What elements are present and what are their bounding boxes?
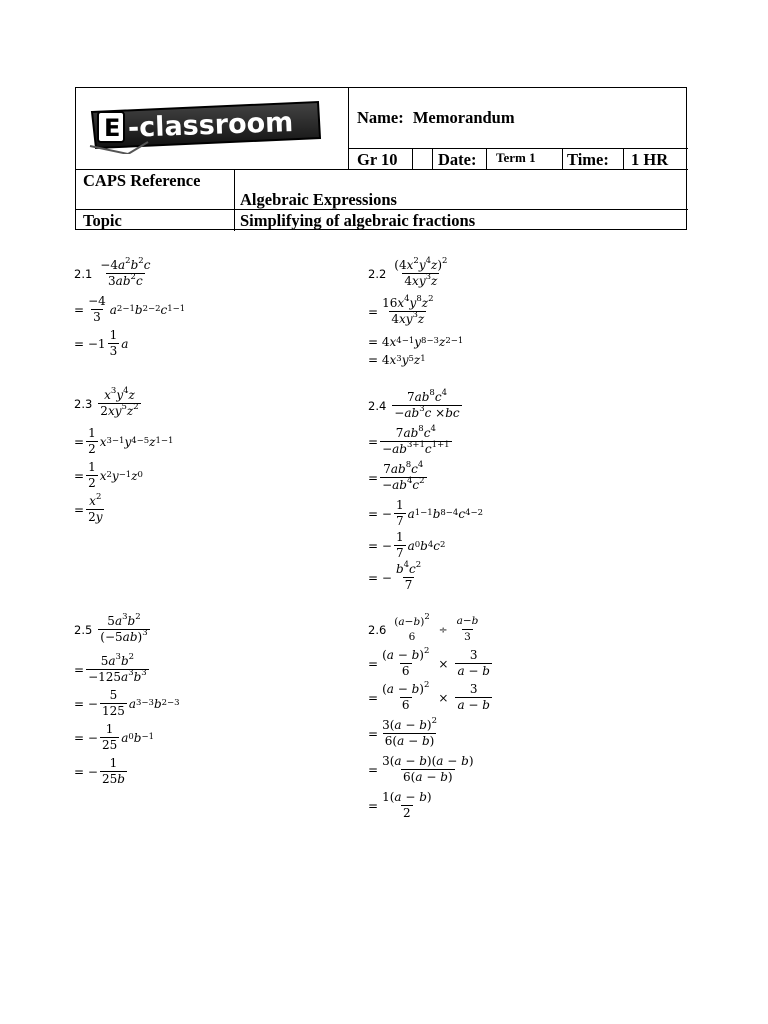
problem-number: 2.5 [74, 622, 93, 637]
topic-label: Topic [83, 211, 122, 230]
term-cell: Term 1 [496, 150, 536, 165]
time-value: 1 HR [631, 150, 669, 169]
eclassroom-logo [88, 98, 324, 158]
grade-cell: Gr 10 [357, 150, 398, 169]
svg-text:E: E [104, 114, 121, 142]
problem-number: 2.1 [74, 266, 93, 281]
caps-reference-value: Algebraic Expressions [240, 190, 397, 209]
time-label: Time: [567, 150, 609, 169]
header-table [75, 87, 687, 230]
name-label: Name: [357, 108, 404, 127]
name-value: Memorandum [412, 108, 515, 127]
svg-text:-classroom: -classroom [127, 107, 294, 144]
problem-number: 2.3 [74, 396, 93, 411]
caps-reference-label: CAPS Reference [83, 171, 201, 190]
topic-value: Simplifying of algebraic fractions [240, 211, 476, 230]
problem-number: 2.6 [368, 622, 387, 637]
date-label: Date: [438, 150, 477, 169]
problem-number: 2.2 [368, 266, 387, 281]
problem-number: 2.4 [368, 398, 387, 413]
